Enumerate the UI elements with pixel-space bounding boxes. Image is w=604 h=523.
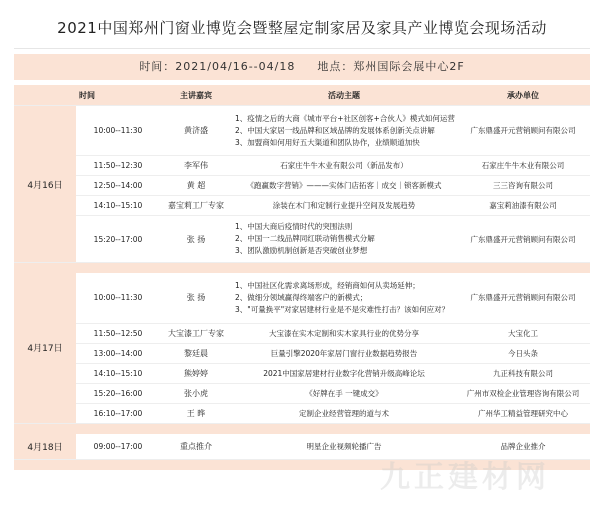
event-time: 时间：2021/04/16--04/18	[139, 60, 296, 73]
topic-line: 3、"可量换平"对家居建材行业是不是灾难性打击？该如何应对？	[235, 304, 450, 314]
topic-cell: 定制企业经营管理的道与术	[232, 403, 456, 423]
table-row	[14, 363, 590, 383]
topic-line: 3、团队激励机制创新是否突破创业梦想	[235, 246, 368, 255]
topic-cell: 2021中国家居建材行业数字化营销升级高峰论坛	[232, 363, 456, 383]
time-cell: 11:50--12:50	[76, 323, 160, 343]
topic-cell	[232, 106, 456, 156]
date-cell: 4月17日	[14, 273, 76, 423]
topic-line: 1、中国大商后疫情时代的突围法则	[235, 222, 353, 231]
topic-cell: 石家庄牛牛木业有限公司（新品发布）	[232, 156, 456, 176]
table-row	[14, 273, 590, 323]
time-cell: 13:00--14:00	[76, 343, 160, 363]
topic-cell: 涂装在木门和定制行业提升空间及发展趋势	[232, 196, 456, 216]
time-cell: 11:50--12:30	[76, 156, 160, 176]
organizer-cell: 大宝化工	[456, 323, 590, 343]
topic-line: 2、中国大家居一线品牌和区域品牌的发展体系创新关点讲解	[235, 125, 435, 135]
speaker-cell: 大宝漆工厂专家	[160, 323, 232, 343]
organizer-cell: 广东鼎盛开元营销顾问有限公司	[456, 273, 590, 323]
table-row	[14, 176, 590, 196]
table-row	[14, 403, 590, 423]
watermark: 九正建材网	[380, 460, 550, 495]
topic-cell: 明星企业视频轮播广告	[232, 434, 456, 460]
time-cell: 10:00--11:30	[76, 273, 160, 323]
organizer-cell: 今日头条	[456, 343, 590, 363]
table-row	[14, 106, 590, 156]
organizer-cell: 嘉宝莉油漆有限公司	[456, 196, 590, 216]
topic-line: 1、中国社区化需求离场形成，经销商如何从卖场延伸；	[235, 280, 420, 290]
time-cell: 10:00--11:30	[76, 106, 160, 156]
organizer-cell: 三三咨询有限公司	[456, 176, 590, 196]
topic-cell: 巨量引擎2020年家居门窗行业数据趋势报告	[232, 343, 456, 363]
topic-line: 2、中国一二线品牌同红联动销售模式分解	[235, 234, 375, 243]
time-cell: 09:00--17:00	[76, 434, 160, 460]
table-row	[14, 323, 590, 343]
page-title: 2021中国郑州门窗业博览会暨整屋定制家居及家具产业博览会现场活动	[14, 8, 590, 49]
speaker-cell: 重点推介	[160, 434, 232, 460]
speaker-cell: 李军伟	[160, 156, 232, 176]
topic-line: 2、做细分领域赢得终端客户的新模式；	[235, 292, 368, 302]
header-topic: 活动主题	[232, 85, 456, 106]
topic-cell: 大宝漆在实木定制和实木家具行业的优势分享	[232, 323, 456, 343]
topic-cell	[232, 273, 456, 323]
organizer-cell: 广东鼎盛开元营销顾问有限公司	[456, 106, 590, 156]
organizer-cell: 石家庄牛牛木业有限公司	[456, 156, 590, 176]
time-location-bar	[14, 54, 590, 80]
day-separator	[14, 263, 590, 274]
time-cell: 12:50--14:00	[76, 176, 160, 196]
schedule-table	[14, 85, 590, 470]
header-time: 时间	[14, 85, 160, 106]
table-row	[14, 343, 590, 363]
speaker-cell: 张 扬	[160, 273, 232, 323]
speaker-cell: 黎廷晨	[160, 343, 232, 363]
day-separator	[14, 423, 590, 434]
topic-line: 1、疫情之后的大商《城市平台+社区创客+合伙人》模式如何运营	[235, 113, 455, 123]
time-cell: 15:20--17:00	[76, 216, 160, 263]
table-row	[14, 196, 590, 216]
organizer-cell: 广州华工精益管理研究中心	[456, 403, 590, 423]
organizer-cell: 品牌企业推介	[456, 434, 590, 460]
date-cell: 4月18日	[14, 434, 76, 460]
topic-cell	[232, 216, 456, 263]
organizer-cell: 广州市双检企业管理咨询有限公司	[456, 383, 590, 403]
time-cell: 14:10--15:10	[76, 363, 160, 383]
time-cell: 15:20--16:00	[76, 383, 160, 403]
date-cell: 4月16日	[14, 106, 76, 263]
speaker-cell: 熊婷婷	[160, 363, 232, 383]
time-cell: 16:10--17:00	[76, 403, 160, 423]
table-row	[14, 216, 590, 263]
event-schedule	[14, 8, 590, 470]
speaker-cell: 嘉宝莉工厂专家	[160, 196, 232, 216]
table-row	[14, 383, 590, 403]
organizer-cell: 九正科技有限公司	[456, 363, 590, 383]
topic-line: 3、加盟商如何用好五大渠道和团队协作，业绩顺道加快	[235, 137, 420, 147]
event-location: 地点：郑州国际会展中心2F	[317, 60, 465, 73]
topic-cell: 《好牌在手 一键成交》	[232, 383, 456, 403]
speaker-cell: 张 扬	[160, 216, 232, 263]
speaker-cell: 黄济盛	[160, 106, 232, 156]
time-cell: 14:10--15:10	[76, 196, 160, 216]
speaker-cell: 张小虎	[160, 383, 232, 403]
table-row	[14, 156, 590, 176]
speaker-cell: 黄 超	[160, 176, 232, 196]
table-header-row	[14, 85, 590, 106]
speaker-cell: 王 晔	[160, 403, 232, 423]
header-speaker: 主讲嘉宾	[160, 85, 232, 106]
header-organizer: 承办单位	[456, 85, 590, 106]
topic-cell: 《跑赢数字营销》———实体门店拓客｜成交｜锁客新模式	[232, 176, 456, 196]
organizer-cell: 广东鼎盛开元营销顾问有限公司	[456, 216, 590, 263]
